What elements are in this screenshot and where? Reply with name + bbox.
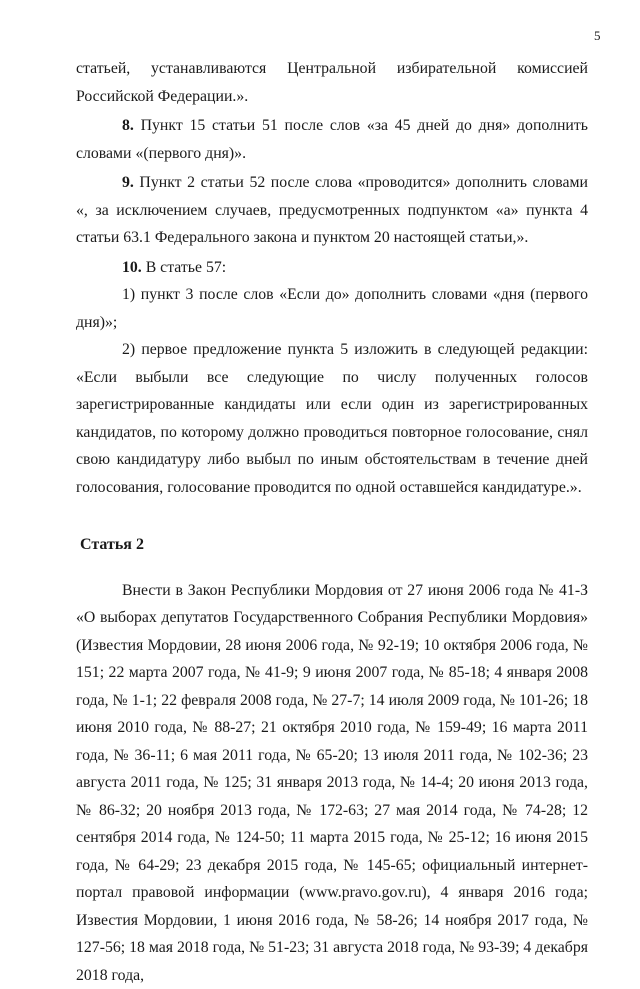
paragraph-continuation (76, 55, 588, 110)
paragraph-text: Пункт 15 статьи 51 после слов «за 45 дней до дня» дополнить словами «(первого дня)». (76, 117, 588, 162)
document-body (76, 55, 588, 989)
article-2-paragraph (76, 577, 588, 989)
paragraph-text: 2) первое предложение пункта 5 изложить в следующей редакции: «Если выбыли все следующие по числу полученных голосов зарегистрированные кандидаты или если один из зарегистрированных кандидатов, по которому должно проводиться повторное голосование, снял свою кандидатуру либо выбыл по иным обстоятельствам в течение дней голосования, голосование проводится по одной оставшейся кандидатуре.». (76, 341, 588, 496)
paragraph-text: статьей, устанавливаются Центральной избирательной комиссией Российской Федерации.». (76, 60, 588, 105)
subitem-1 (76, 281, 588, 336)
paragraph-number: 9. (122, 174, 134, 191)
paragraph-text: Внести в Закон Республики Мордовия от 27 июня 2006 года № 41-З «О выборах депутатов Государственного Собрания Республики Мордовия» (Известия Мордовии, 28 июня 2006 года, № 92-19; 10 октября 2006 года, № 151; 22 марта 2007 года, № 41-9; 9 июня 2007 года, № 85-18; 4 января 2008 года, № 1-1; 22 февраля 2008 года, № 27-7; 14 июля 2009 года, № 101-26; 18 июня 2010 года, № 88-27; 21 октября 2010 года, № 159-49; 16 марта 2011 года, № 36-11; 6 мая 2011 года, № 65-20; 13 июля 2011 года, № 102-36; 23 августа 2011 года, № 125; 31 января 2013 года, № 14-4; 20 июня 2013 года, № 86-32; 20 ноября 2013 года, № 172-63; 27 мая 2014 года, № 74-28; 12 сентября 2014 года, № 124-50; 11 марта 2015 года, № 25-12; 16 июня 2015 года, № 64-29; 23 декабря 2015 года, № 145-65; официальный интернет-портал правовой информации (www.pravo.gov.ru), 4 января 2016 года; Известия Мордовии, 1 июня 2016 года, № 58-26; 14 ноября 2017 года, № 127-56; 18 мая 2018 года, № 51-23; 31 августа 2018 года, № 93-39; 4 декабря 2018 года, (76, 582, 588, 984)
paragraph-number: 10. (122, 259, 142, 276)
paragraph-text: 1) пункт 3 после слов «Если до» дополнить словами «дня (первого дня)»; (76, 286, 588, 331)
subitem-2 (76, 336, 588, 501)
paragraph-item-10 (76, 254, 588, 282)
page-number: 5 (594, 28, 601, 44)
paragraph-item-8 (76, 112, 588, 167)
paragraph-item-9 (76, 169, 588, 252)
paragraph-text: Пункт 2 статьи 52 после слова «проводится» дополнить словами «, за исключением случаев, предусмотренных подпунктом «а» пункта 4 статьи 63.1 Федерального закона и пунктом 20 настоящей статьи,». (76, 174, 588, 246)
paragraph-text: В статье 57: (142, 259, 226, 276)
paragraph-number: 8. (122, 117, 134, 134)
article-heading: Статья 2 (76, 531, 588, 559)
